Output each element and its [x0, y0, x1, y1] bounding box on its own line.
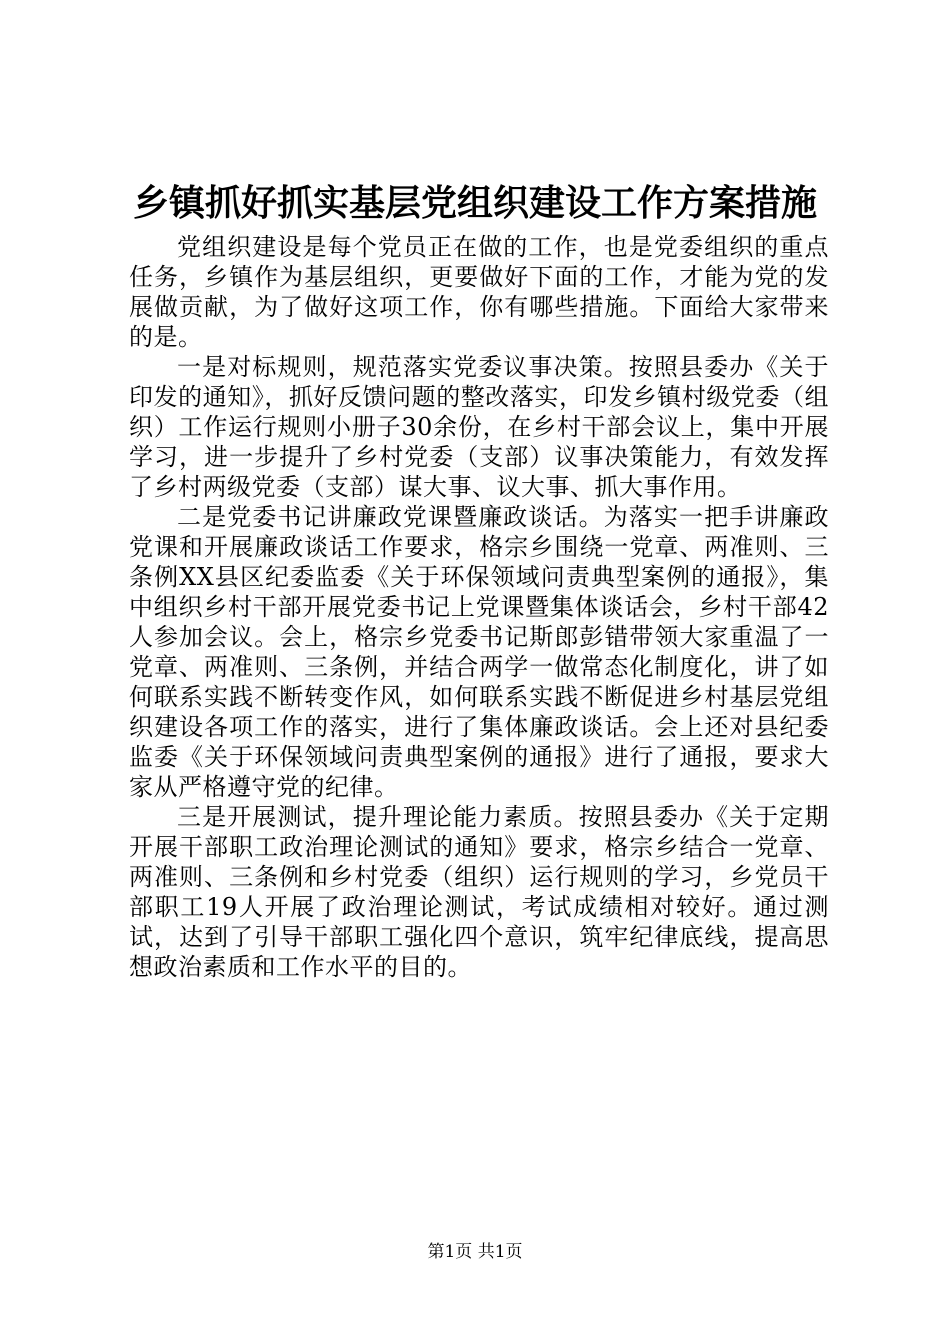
paragraph-measure-2: 二是党委书记讲廉政党课暨廉政谈话。为落实一把手讲廉政党课和开展廉政谈话工作要求，格宗乡围绕一党章、两准则、三条例XX县区纪委监委《关于环保领域问责典型案例的通报》，集中组织乡村干部开展党委书记上党课暨集体谈话会，乡村干部42人参加会议。会上，格宗乡党委书记斯郎彭错带领大家重温了一党章、两准则、三条例，并结合两学一做常态化制度化，讲了如何联系实践不断转变作风，如何联系实践不断促进乡村基层党组织建设各项工作的落实，进行了集体廉政谈话。会上还对县纪委监委《关于环保领域问责典型案例的通报》进行了通报，要求大家从严格遵守党的纪律。	[129, 503, 829, 801]
paragraph-intro: 党组织建设是每个党员正在做的工作，也是党委组织的重点任务，乡镇作为基层组织，更要做好下面的工作，才能为党的发展做贡献，为了做好这项工作，你有哪些措施。下面给大家带来的是。	[129, 233, 829, 351]
paragraph-measure-1: 一是对标规则，规范落实党委议事决策。按照县委办《关于印发的通知》，抓好反馈问题的整改落实，印发乡镇村级党委（组织）工作运行规则小册子30余份，在乡村干部会议上，集中开展学习，进一步提升了乡村党委（支部）议事决策能力，有效发挥了乡村两级党委（支部）谋大事、议大事、抓大事作用。	[129, 353, 829, 501]
document-title: 乡镇抓好抓实基层党组织建设工作方案措施	[132, 182, 817, 224]
document-body	[129, 232, 829, 982]
page-footer: 第1页 共1页	[427, 1242, 523, 1262]
paragraph-measure-3: 三是开展测试，提升理论能力素质。按照县委办《关于定期开展干部职工政治理论测试的通知》要求，格宗乡结合一党章、两准则、三条例和乡村党委（组织）运行规则的学习，乡党员干部职工19人开展了政治理论测试，考试成绩相对较好。通过测试，达到了引导干部职工强化四个意识，筑牢纪律底线，提高思想政治素质和工作水平的目的。	[129, 803, 829, 981]
